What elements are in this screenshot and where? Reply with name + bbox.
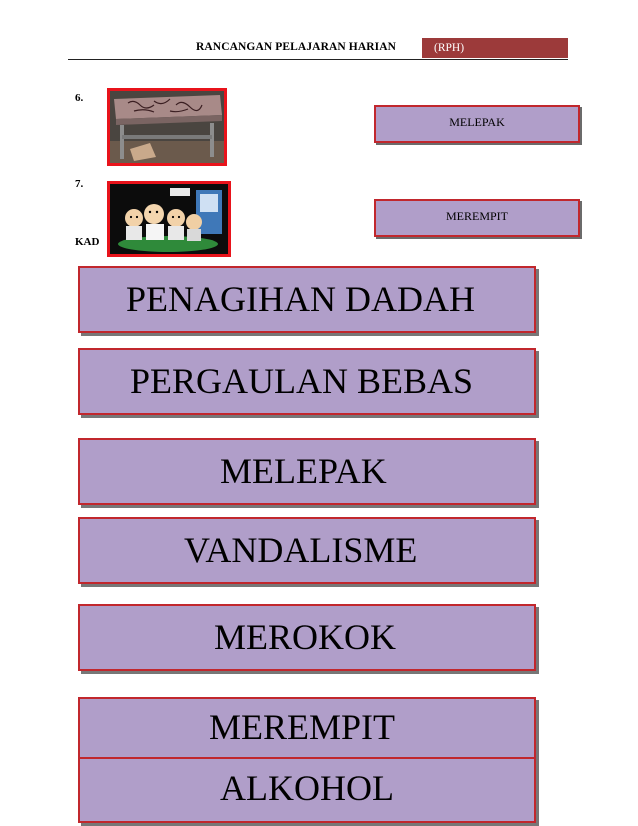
card-penagihan-dadah[interactable]: PENAGIHAN DADAH xyxy=(78,266,536,333)
card-merokok[interactable]: MEROKOK xyxy=(78,604,536,671)
merempit-photo xyxy=(107,181,231,257)
header-badge: (RPH) xyxy=(422,38,568,58)
card-merempit[interactable]: MEREMPIT xyxy=(78,697,536,761)
cartoon-group-image xyxy=(110,184,228,254)
kad-label: KAD xyxy=(75,236,100,248)
header-rule xyxy=(68,59,568,60)
card-vandalisme[interactable]: VANDALISME xyxy=(78,517,536,584)
card-pergaulan-bebas[interactable]: PERGAULAN BEBAS xyxy=(78,348,536,415)
card-merempit-small[interactable]: MEREMPIT xyxy=(374,199,580,237)
item-number-7: 7. xyxy=(75,178,84,190)
card-melepak[interactable]: MELEPAK xyxy=(78,438,536,505)
melepak-photo xyxy=(107,88,227,166)
card-melepak-small[interactable]: MELEPAK xyxy=(374,105,580,143)
item-number-6: 6. xyxy=(75,92,84,104)
header-title: RANCANGAN PELAJARAN HARIAN xyxy=(196,41,397,53)
desk-graffiti-image xyxy=(110,91,224,163)
card-alkohol[interactable]: ALKOHOL xyxy=(78,757,536,823)
